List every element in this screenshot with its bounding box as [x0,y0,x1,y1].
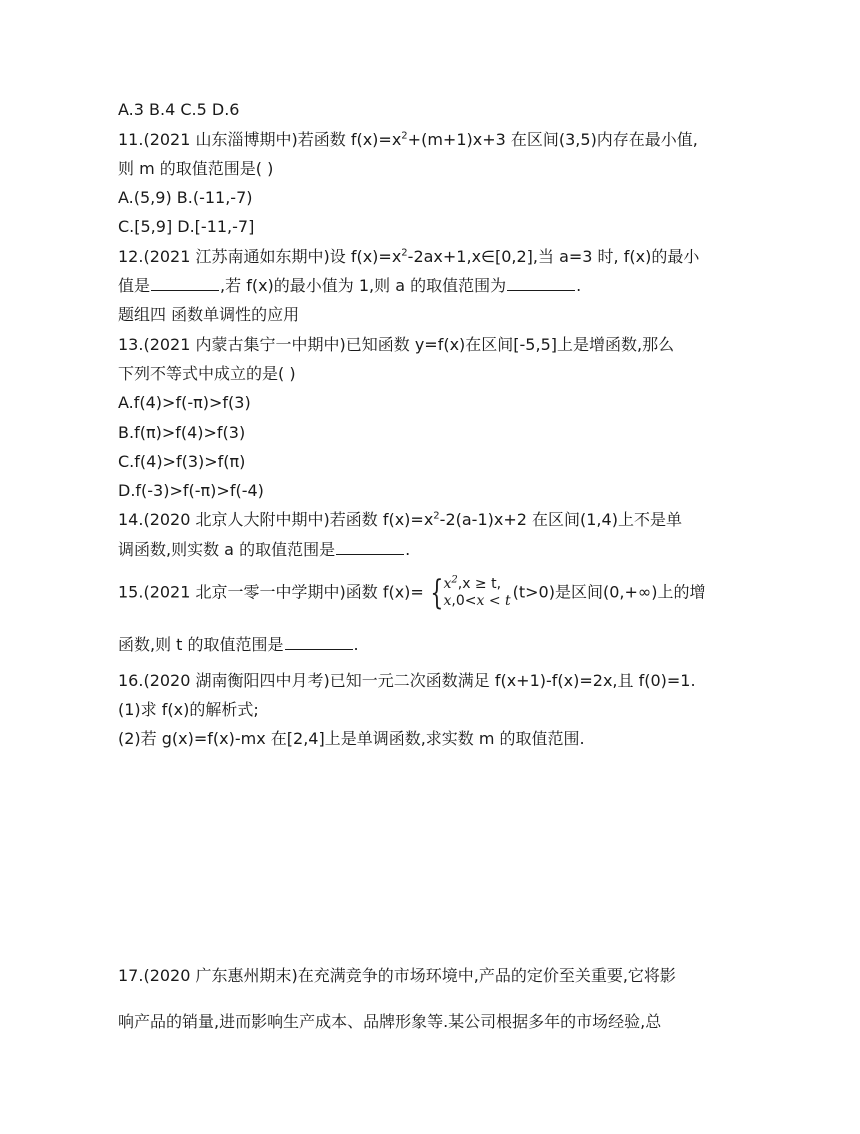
piecewise-cases [443,576,510,610]
q15-line-2 [118,633,359,657]
q13-option-b: B.f(π)>f(4)>f(3) [118,423,246,442]
case-1-superscript: 2 [451,574,458,586]
q14-line-1 [118,508,682,532]
q12-superscript: 2 [401,247,408,259]
q17-line-1: 17.(2020 广东惠州期末)在充满竞争的市场环境中,产品的定价至关重要,它将影 [118,966,676,985]
q13-option-d: D.f(-3)>f(-π)>f(-4) [118,481,264,500]
q11-options-2: C.[5,9] D.[-11,-7] [118,217,255,236]
case-1-var: x [443,576,452,592]
q12-text-d: ,若 f(x)的最小值为 1,则 a 的取值范围为 [220,276,507,295]
q16-line-2: (1)求 f(x)的解析式; [118,700,259,719]
case-2-var: x [443,593,452,609]
q14-line-2 [118,538,410,562]
case-1-condition: ,x ≥ t, [457,576,502,592]
q14-text-d: . [405,540,411,559]
q16-line-3: (2)若 g(x)=f(x)-mx 在[2,4]上是单调函数,求实数 m 的取值范围. [118,729,585,748]
answer-blank [507,289,575,291]
q11-superscript: 2 [401,130,408,142]
q12-line-1 [118,245,699,269]
case-2-condition-a: ,0< [451,593,477,609]
q16-line-1: 16.(2020 湖南衡阳四中月考)已知一元二次函数满足 f(x+1)-f(x)=2x,且 f(0)=1. [118,671,696,690]
q13-line-2: 下列不等式中成立的是( ) [118,364,296,383]
q15-line-1 [118,573,706,613]
q13-line-1: 13.(2021 内蒙古集宁一中期中)已知函数 y=f(x)在区间[-5,5]上是增函数,那么 [118,335,675,354]
answer-blank [336,553,404,555]
q12-text-a: 12.(2021 江苏南通如东期中)设 f(x)=x [118,247,402,266]
answer-blank [151,289,219,291]
q12-text-e: . [576,276,582,295]
left-brace: { [430,573,444,613]
q11-options-1: A.(5,9) B.(-11,-7) [118,188,253,207]
q13-option-c: C.f(4)>f(3)>f(π) [118,452,246,471]
q11-line-1 [118,128,698,152]
q12-line-2 [118,274,581,298]
q14-superscript: 2 [433,510,440,522]
q11-line-2: 则 m 的取值范围是( ) [118,159,274,178]
q17-line-2: 响产品的销量,进而影响生产成本、品牌形象等.某公司根据多年的市场经验,总 [118,1012,662,1031]
q14-text-c: 调函数,则实数 a 的取值范围是 [118,540,336,559]
q11-text-a: 11.(2021 山东淄博期中)若函数 f(x)=x [118,130,402,149]
piecewise-function [426,573,511,613]
q11-text-b: +(m+1)x+3 在区间(3,5)内存在最小值, [407,130,698,149]
q15-text-a: 15.(2021 北京一零一中学期中)函数 f(x)= [118,582,424,602]
q13-option-a: A.f(4)>f(-π)>f(3) [118,393,251,412]
group-heading: 题组四 函数单调性的应用 [118,305,300,324]
q10-options: A.3 B.4 C.5 D.6 [118,100,240,119]
case-1 [443,576,510,593]
case-2 [443,593,510,610]
case-2-condition-b: x < t [476,593,511,609]
q14-text-b: -2(a-1)x+2 在区间(1,4)上不是单 [439,510,682,529]
answer-blank [285,648,353,650]
q15-text-b: (t>0)是区间(0,+∞)上的增 [512,582,706,602]
q12-text-b: -2ax+1,x∈[0,2],当 a=3 时, f(x)的最小 [407,247,700,266]
q15-text-d: . [353,635,359,654]
q14-text-a: 14.(2020 北京人大附中期中)若函数 f(x)=x [118,510,434,529]
q12-text-c: 值是 [118,276,151,295]
q15-text-c: 函数,则 t 的取值范围是 [118,635,284,654]
